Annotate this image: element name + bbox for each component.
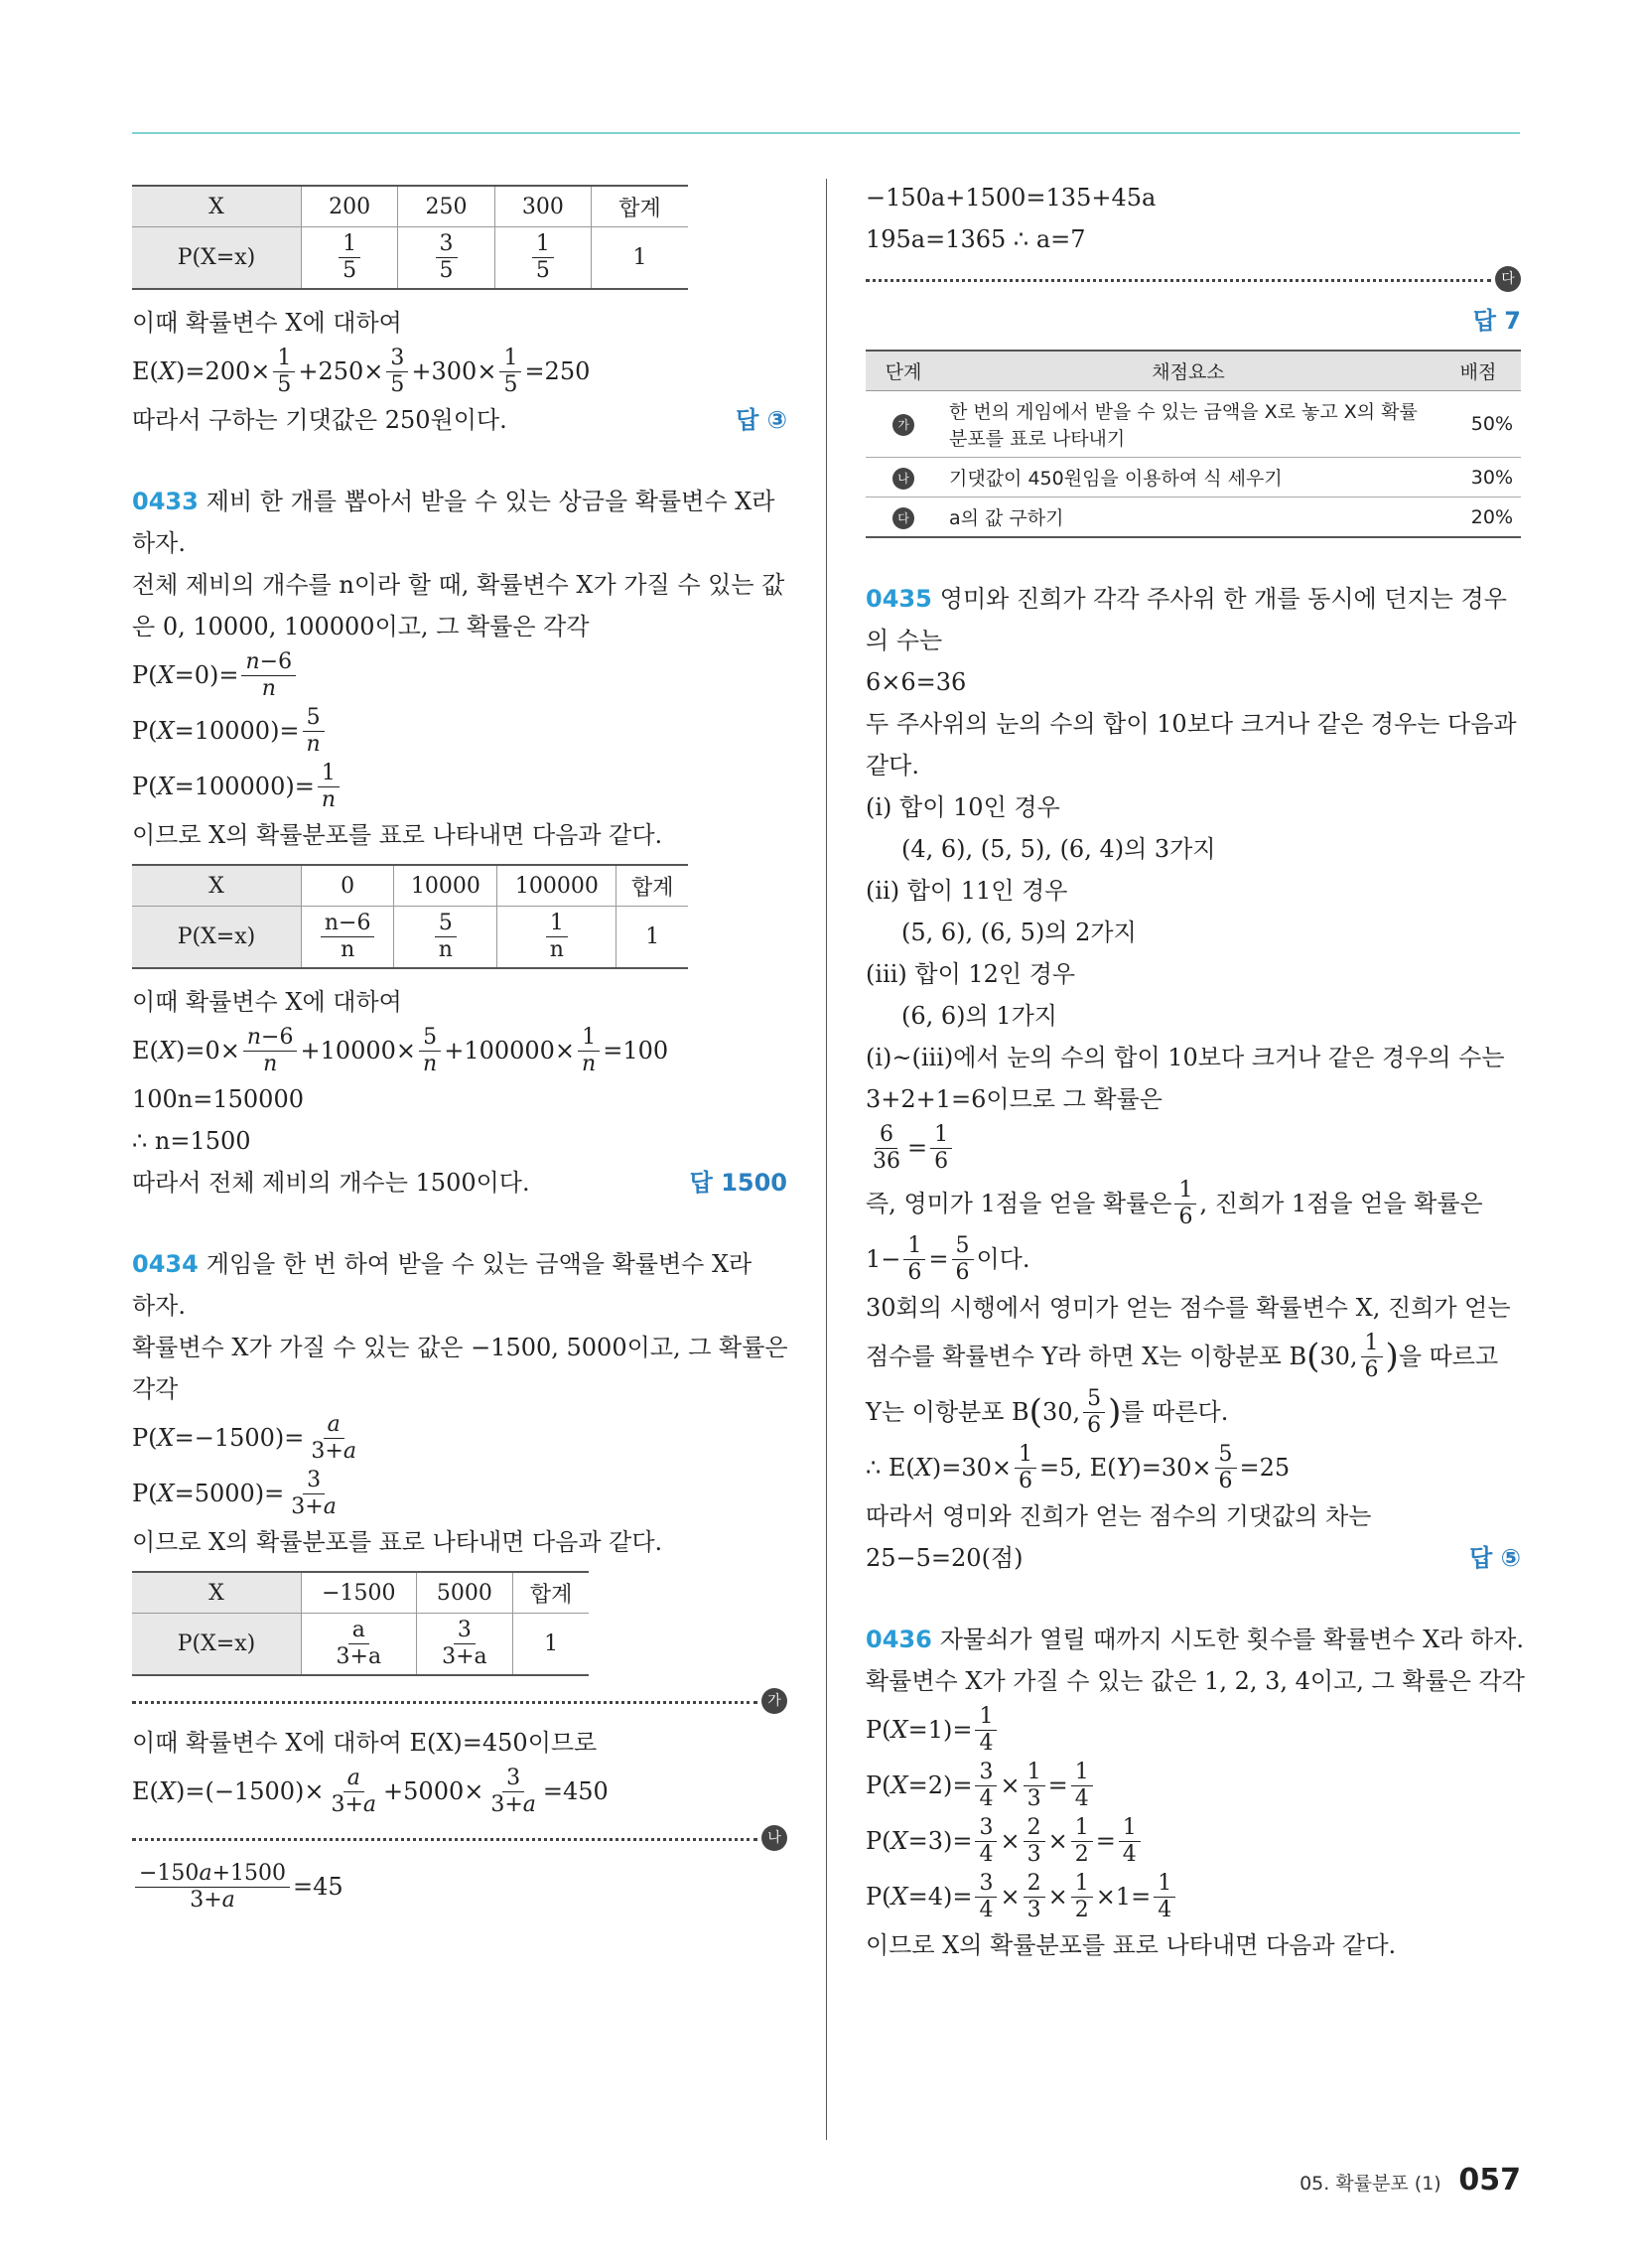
- header-rule: [132, 132, 1520, 134]
- step-marker-icon: 다: [892, 507, 914, 529]
- table-cell: 1: [592, 227, 688, 290]
- answer-badge: 답 1500: [689, 1169, 787, 1197]
- problem-0436: 0436 자물쇠가 열릴 때까지 시도한 횟수를 확률변수 X라 하자.: [866, 1626, 1524, 1653]
- step-separator-ga: [132, 1688, 787, 1716]
- problem-number: 0434: [132, 1250, 199, 1278]
- text-line: −150a+1500=135+45a: [866, 184, 1157, 212]
- table-cell: 250: [398, 186, 494, 227]
- text-line: (5, 6), (6, 5)의 2가지: [901, 919, 1137, 946]
- text-line: 이때 확률변수 X에 대하여: [132, 309, 402, 337]
- distribution-table-1: [132, 185, 688, 290]
- left-column: [132, 177, 787, 1914]
- fraction: $\frac{a}{3+a}$: [336, 1618, 382, 1669]
- text-line: 전체 제비의 개수를 n이라 할 때, 확률변수 X가 가질 수 있는 값: [132, 571, 785, 599]
- answer-badge: 답 7: [1472, 307, 1521, 335]
- equation: P( X =5000)= $\frac{3}{3+a}$: [132, 1467, 337, 1519]
- text-line: 각각: [132, 1375, 179, 1403]
- text-line: (6, 6)의 1가지: [901, 1002, 1057, 1030]
- text-line: 이므로 X의 확률분포를 표로 나타내면 다음과 같다.: [132, 1528, 663, 1556]
- equation: $\frac{-150a+1500}{3+a}$ =45: [132, 1859, 787, 1914]
- equation: P( X =2)= $\frac{3}{4}$ × $\frac{1}{3}$ = $\frac{1}{4}$: [866, 1758, 1521, 1813]
- text-line: Y는 이항분포 B ( 30, $\frac{5}{6}$ ) 를 따른다.: [866, 1385, 1229, 1438]
- text-line: 같다.: [866, 752, 919, 780]
- text-line: 이므로 X의 확률분포를 표로 나타내면 다음과 같다.: [132, 821, 663, 849]
- text-line: 30회의 시행에서 영미가 얻는 점수를 확률변수 X, 진희가 얻는: [866, 1294, 1511, 1322]
- text-line: 6×6=36: [866, 668, 967, 696]
- text-line: (ⅲ) 합이 12인 경우: [866, 960, 1076, 988]
- table-header-p: P(X=x): [132, 227, 302, 290]
- text-line: 은 0, 10000, 100000이고, 그 확률은 각각: [132, 613, 590, 640]
- text-line: 이때 확률변수 X에 대하여 E(X)=450이므로: [132, 1729, 598, 1757]
- page-number: 057: [1458, 2163, 1521, 2197]
- text-line: 따라서 전체 제비의 개수는 1500이다. 답 1500: [132, 1162, 787, 1204]
- step-marker-icon: 다: [1495, 266, 1521, 292]
- equation: P( X =0)= $\frac{n-6}{n}$: [132, 647, 787, 703]
- answer-badge: 답 ③: [736, 406, 787, 434]
- text-line: 100n=150000: [132, 1085, 304, 1113]
- distribution-table-2: X 0 10000 100000 합계 P(X=x) $\frac{n-6}{n}$ $\frac{5}{n}$ $\frac{1}{n}$ 1: [132, 864, 688, 969]
- step-separator-da: [866, 266, 1521, 294]
- right-column: [866, 177, 1525, 1966]
- problem-number: 0436: [866, 1626, 932, 1653]
- text-line: 확률변수 X가 가질 수 있는 값은 −1500, 5000이고, 그 확률은: [132, 1334, 788, 1361]
- step-marker-icon: 나: [892, 468, 914, 490]
- text-line: 하자.: [132, 1292, 186, 1320]
- equation: P( X =−1500)= $\frac{a}{3+a}$: [132, 1411, 356, 1464]
- fraction: $\frac{3}{5}$: [436, 231, 458, 284]
- column-divider: [826, 179, 827, 2140]
- problem-0433: 0433 제비 한 개를 뽑아서 받을 수 있는 상금을 확률변수 X라: [132, 488, 775, 515]
- fraction: $\frac{1}{n}$: [546, 911, 568, 963]
- grading-table: 단계 채점요소 배점 가 한 번의 게임에서 받을 수 있는 금액을 X로 놓고 X의 확률 분포를 표로 나타내기 50% 나 기댓값이 450원임을 이용하여 식 세우기 30% 다 a의 값 구하기 20%: [866, 350, 1521, 538]
- text-line: 따라서 구하는 기댓값은 250원이다. 답 ③: [132, 399, 787, 441]
- text-line: 25−5=20(점) 답 ⑤: [866, 1537, 1521, 1579]
- text-line: 점수를 확률변수 Y라 하면 X는 이항분포 B ( 30, $\frac{1}{6}$ ) 을 따르고: [866, 1330, 1499, 1382]
- equation-expectation-2: E( X )=0× $\frac{n-6}{n}$ +10000× $\frac{5}{n}$ +100000× $\frac{1}{n}$ =100: [132, 1024, 669, 1076]
- equation: P( X =4)= $\frac{3}{4}$ × $\frac{2}{3}$ × $\frac{1}{2}$ ×1= $\frac{1}{4}$: [866, 1869, 1521, 1924]
- problem-0435: 0435 영미와 진희가 각각 주사위 한 개를 동시에 던지는 경우: [866, 585, 1507, 613]
- equation: ∴ E( X )=30× $\frac{1}{6}$ =5, E( Y )=30× $\frac{5}{6}$ =25: [866, 1441, 1291, 1493]
- text-line: 이때 확률변수 X에 대하여: [132, 988, 402, 1016]
- step-marker-icon: 가: [761, 1688, 787, 1714]
- fraction: $\frac{n-6}{n}$: [321, 911, 375, 963]
- equation-expectation-3: E( X )=(−1500)× $\frac{a}{3+a}$ +5000× $\frac{3}{3+a}$ =450: [132, 1765, 609, 1817]
- answer-badge: 답 ⑤: [1469, 1544, 1521, 1572]
- text-line: 즉, 영미가 1점을 얻을 확률은 $\frac{1}{6}$ , 진희가 1점을 얻을 확률은: [866, 1177, 1483, 1229]
- equation: P( X =1)= $\frac{1}{4}$: [866, 1702, 1521, 1758]
- step-marker-icon: 나: [761, 1825, 787, 1851]
- problem-0434: 0434 게임을 한 번 하여 받을 수 있는 금액을 확률변수 X라: [132, 1250, 753, 1278]
- text-line: 두 주사위의 눈의 수의 합이 10보다 크거나 같은 경우는 다음과: [866, 710, 1517, 738]
- table-cell: 200: [302, 186, 398, 227]
- equation: P( X =10000)= $\frac{5}{n}$: [132, 703, 787, 759]
- equation: P( X =3)= $\frac{3}{4}$ × $\frac{2}{3}$ × $\frac{1}{2}$ = $\frac{1}{4}$: [866, 1813, 1521, 1869]
- distribution-table-3: X −1500 5000 합계 P(X=x) $\frac{a}{3+a}$ $\frac{3}{3+a}$ 1: [132, 1571, 589, 1676]
- table-header-x: X: [132, 186, 302, 227]
- text-line: (ⅱ) 합이 11인 경우: [866, 877, 1068, 905]
- text-line: (ⅰ) 합이 10인 경우: [866, 793, 1060, 821]
- fraction: $\frac{1}{5}$: [339, 231, 360, 284]
- fraction: $\frac{3}{3+a}$: [442, 1618, 487, 1669]
- text-line: 195a=1365 ∴ a=7: [866, 225, 1086, 253]
- fraction: $\frac{5}{n}$: [435, 911, 457, 963]
- text-line: 하자.: [132, 529, 186, 557]
- text-line: 의 수는: [866, 627, 943, 654]
- step-marker-icon: 가: [892, 414, 914, 436]
- problem-number: 0433: [132, 488, 199, 515]
- text-line: ∴ n=1500: [132, 1127, 251, 1155]
- fraction: $\frac{1}{5}$: [532, 231, 554, 284]
- equation: $\frac{6}{36}$ = $\frac{1}{6}$: [866, 1120, 1521, 1176]
- equation: 1− $\frac{1}{6}$ = $\frac{5}{6}$ 이다.: [866, 1232, 1030, 1285]
- step-separator-na: [132, 1825, 787, 1853]
- text-line: (4, 6), (5, 5), (6, 4)의 3가지: [901, 835, 1216, 863]
- equation-expectation-1: E( X )=200× $\frac{1}{5}$ +250× $\frac{3}{5}$ +300× $\frac{1}{5}$ =250: [132, 345, 591, 397]
- equation: P( X =100000)= $\frac{1}{n}$: [132, 759, 787, 814]
- text-line: (ⅰ)~(ⅲ)에서 눈의 수의 합이 10보다 크거나 같은 경우의 수는: [866, 1044, 1505, 1071]
- table-cell: 300: [494, 186, 591, 227]
- page-footer: [1300, 2163, 1521, 2197]
- text-line: 이므로 X의 확률분포를 표로 나타내면 다음과 같다.: [866, 1931, 1397, 1959]
- problem-number: 0435: [866, 585, 932, 613]
- text-line: [866, 300, 1521, 342]
- table-cell: 합계: [592, 186, 688, 227]
- text-line: 확률변수 X가 가질 수 있는 값은 1, 2, 3, 4이고, 그 확률은 각각: [866, 1667, 1525, 1695]
- text-line: 따라서 영미와 진희가 얻는 점수의 기댓값의 차는: [866, 1502, 1372, 1530]
- text-line: 3+2+1=6이므로 그 확률은: [866, 1085, 1163, 1113]
- chapter-label: 05. 확률분포 (1): [1300, 2173, 1441, 2195]
